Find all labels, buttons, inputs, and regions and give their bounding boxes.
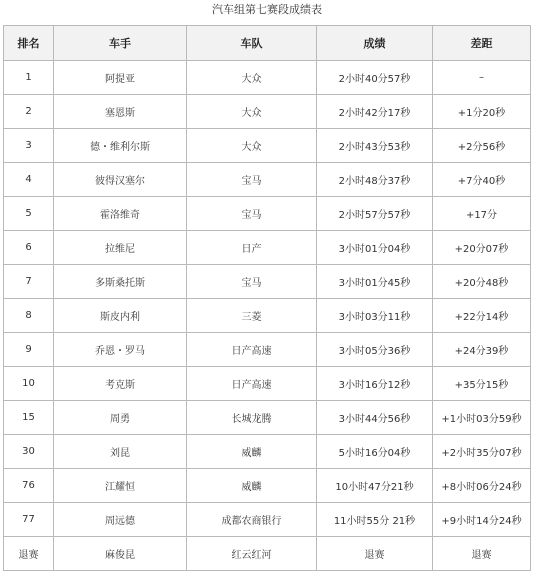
cell-time: 3小时16分12秒 — [317, 367, 433, 401]
cell-gap: 退赛 — [433, 537, 531, 571]
cell-team: 威麟 — [187, 435, 317, 469]
cell-gap: +1分20秒 — [433, 95, 531, 129]
cell-team: 宝马 — [187, 265, 317, 299]
table-row — [4, 367, 531, 401]
cell-gap: – — [433, 61, 531, 95]
cell-rank: 15 — [4, 401, 54, 435]
table-caption: 汽车组第七赛段成绩表 — [212, 3, 322, 16]
cell-gap: +2小时35分07秒 — [433, 435, 531, 469]
cell-time: 5小时16分04秒 — [317, 435, 433, 469]
cell-rank: 2 — [4, 95, 54, 129]
cell-gap: +22分14秒 — [433, 299, 531, 333]
header-driver: 车手 — [54, 26, 187, 61]
cell-gap: +7分40秒 — [433, 163, 531, 197]
table-row — [4, 197, 531, 231]
cell-driver: 周远德 — [54, 503, 187, 537]
cell-time: 3小时01分45秒 — [317, 265, 433, 299]
header-gap: 差距 — [433, 26, 531, 61]
cell-time: 3小时05分36秒 — [317, 333, 433, 367]
cell-driver: 考克斯 — [54, 367, 187, 401]
cell-driver: 塞恩斯 — [54, 95, 187, 129]
cell-rank: 30 — [4, 435, 54, 469]
cell-rank: 10 — [4, 367, 54, 401]
cell-gap: +9小时14分24秒 — [433, 503, 531, 537]
table-row — [4, 401, 531, 435]
results-table — [3, 25, 531, 571]
cell-driver: 霍洛维奇 — [54, 197, 187, 231]
cell-time: 3小时44分56秒 — [317, 401, 433, 435]
cell-team: 威麟 — [187, 469, 317, 503]
cell-team: 宝马 — [187, 197, 317, 231]
cell-rank: 3 — [4, 129, 54, 163]
cell-time: 退赛 — [317, 537, 433, 571]
cell-rank: 退赛 — [4, 537, 54, 571]
cell-driver: 斯皮内利 — [54, 299, 187, 333]
cell-gap: +2分56秒 — [433, 129, 531, 163]
cell-team: 长城龙腾 — [187, 401, 317, 435]
cell-rank: 76 — [4, 469, 54, 503]
header-row — [4, 26, 531, 61]
cell-gap: +20分48秒 — [433, 265, 531, 299]
table-row — [4, 163, 531, 197]
cell-gap: +17分 — [433, 197, 531, 231]
cell-gap: +24分39秒 — [433, 333, 531, 367]
table-row — [4, 333, 531, 367]
cell-gap: +35分15秒 — [433, 367, 531, 401]
table-row — [4, 231, 531, 265]
cell-team: 三菱 — [187, 299, 317, 333]
header-rank: 排名 — [4, 26, 54, 61]
cell-team: 红云红河 — [187, 537, 317, 571]
cell-time: 2小时42分17秒 — [317, 95, 433, 129]
cell-time: 2小时43分53秒 — [317, 129, 433, 163]
cell-time: 11小时55分 21秒 — [317, 503, 433, 537]
cell-rank: 4 — [4, 163, 54, 197]
cell-driver: 彼得汉塞尔 — [54, 163, 187, 197]
table-row — [4, 435, 531, 469]
cell-team: 大众 — [187, 95, 317, 129]
cell-driver: 乔恩・罗马 — [54, 333, 187, 367]
header-team: 车队 — [187, 26, 317, 61]
cell-driver: 江耀恒 — [54, 469, 187, 503]
cell-driver: 多斯桑托斯 — [54, 265, 187, 299]
cell-team: 大众 — [187, 61, 317, 95]
table-row — [4, 61, 531, 95]
cell-rank: 5 — [4, 197, 54, 231]
table-row — [4, 469, 531, 503]
cell-gap: +8小时06分24秒 — [433, 469, 531, 503]
cell-team: 成都农商银行 — [187, 503, 317, 537]
cell-time: 10小时47分21秒 — [317, 469, 433, 503]
table-row — [4, 503, 531, 537]
cell-driver: 周勇 — [54, 401, 187, 435]
table-row — [4, 299, 531, 333]
cell-driver: 阿提亚 — [54, 61, 187, 95]
cell-time: 2小时48分37秒 — [317, 163, 433, 197]
cell-rank: 1 — [4, 61, 54, 95]
table-row — [4, 265, 531, 299]
cell-team: 宝马 — [187, 163, 317, 197]
cell-rank: 77 — [4, 503, 54, 537]
table-body — [4, 61, 531, 571]
cell-driver: 德・维利尔斯 — [54, 129, 187, 163]
table-row — [4, 95, 531, 129]
cell-driver: 麻俊昆 — [54, 537, 187, 571]
cell-rank: 9 — [4, 333, 54, 367]
cell-driver: 刘昆 — [54, 435, 187, 469]
cell-rank: 7 — [4, 265, 54, 299]
cell-time: 3小时01分04秒 — [317, 231, 433, 265]
cell-team: 日产 — [187, 231, 317, 265]
cell-time: 2小时57分57秒 — [317, 197, 433, 231]
cell-driver: 拉维尼 — [54, 231, 187, 265]
cell-gap: +1小时03分59秒 — [433, 401, 531, 435]
cell-rank: 6 — [4, 231, 54, 265]
cell-gap: +20分07秒 — [433, 231, 531, 265]
cell-team: 日产高速 — [187, 333, 317, 367]
cell-rank: 8 — [4, 299, 54, 333]
cell-time: 3小时03分11秒 — [317, 299, 433, 333]
cell-time: 2小时40分57秒 — [317, 61, 433, 95]
cell-team: 大众 — [187, 129, 317, 163]
table-row — [4, 537, 531, 571]
cell-team: 日产高速 — [187, 367, 317, 401]
table-row — [4, 129, 531, 163]
header-time: 成绩 — [317, 26, 433, 61]
